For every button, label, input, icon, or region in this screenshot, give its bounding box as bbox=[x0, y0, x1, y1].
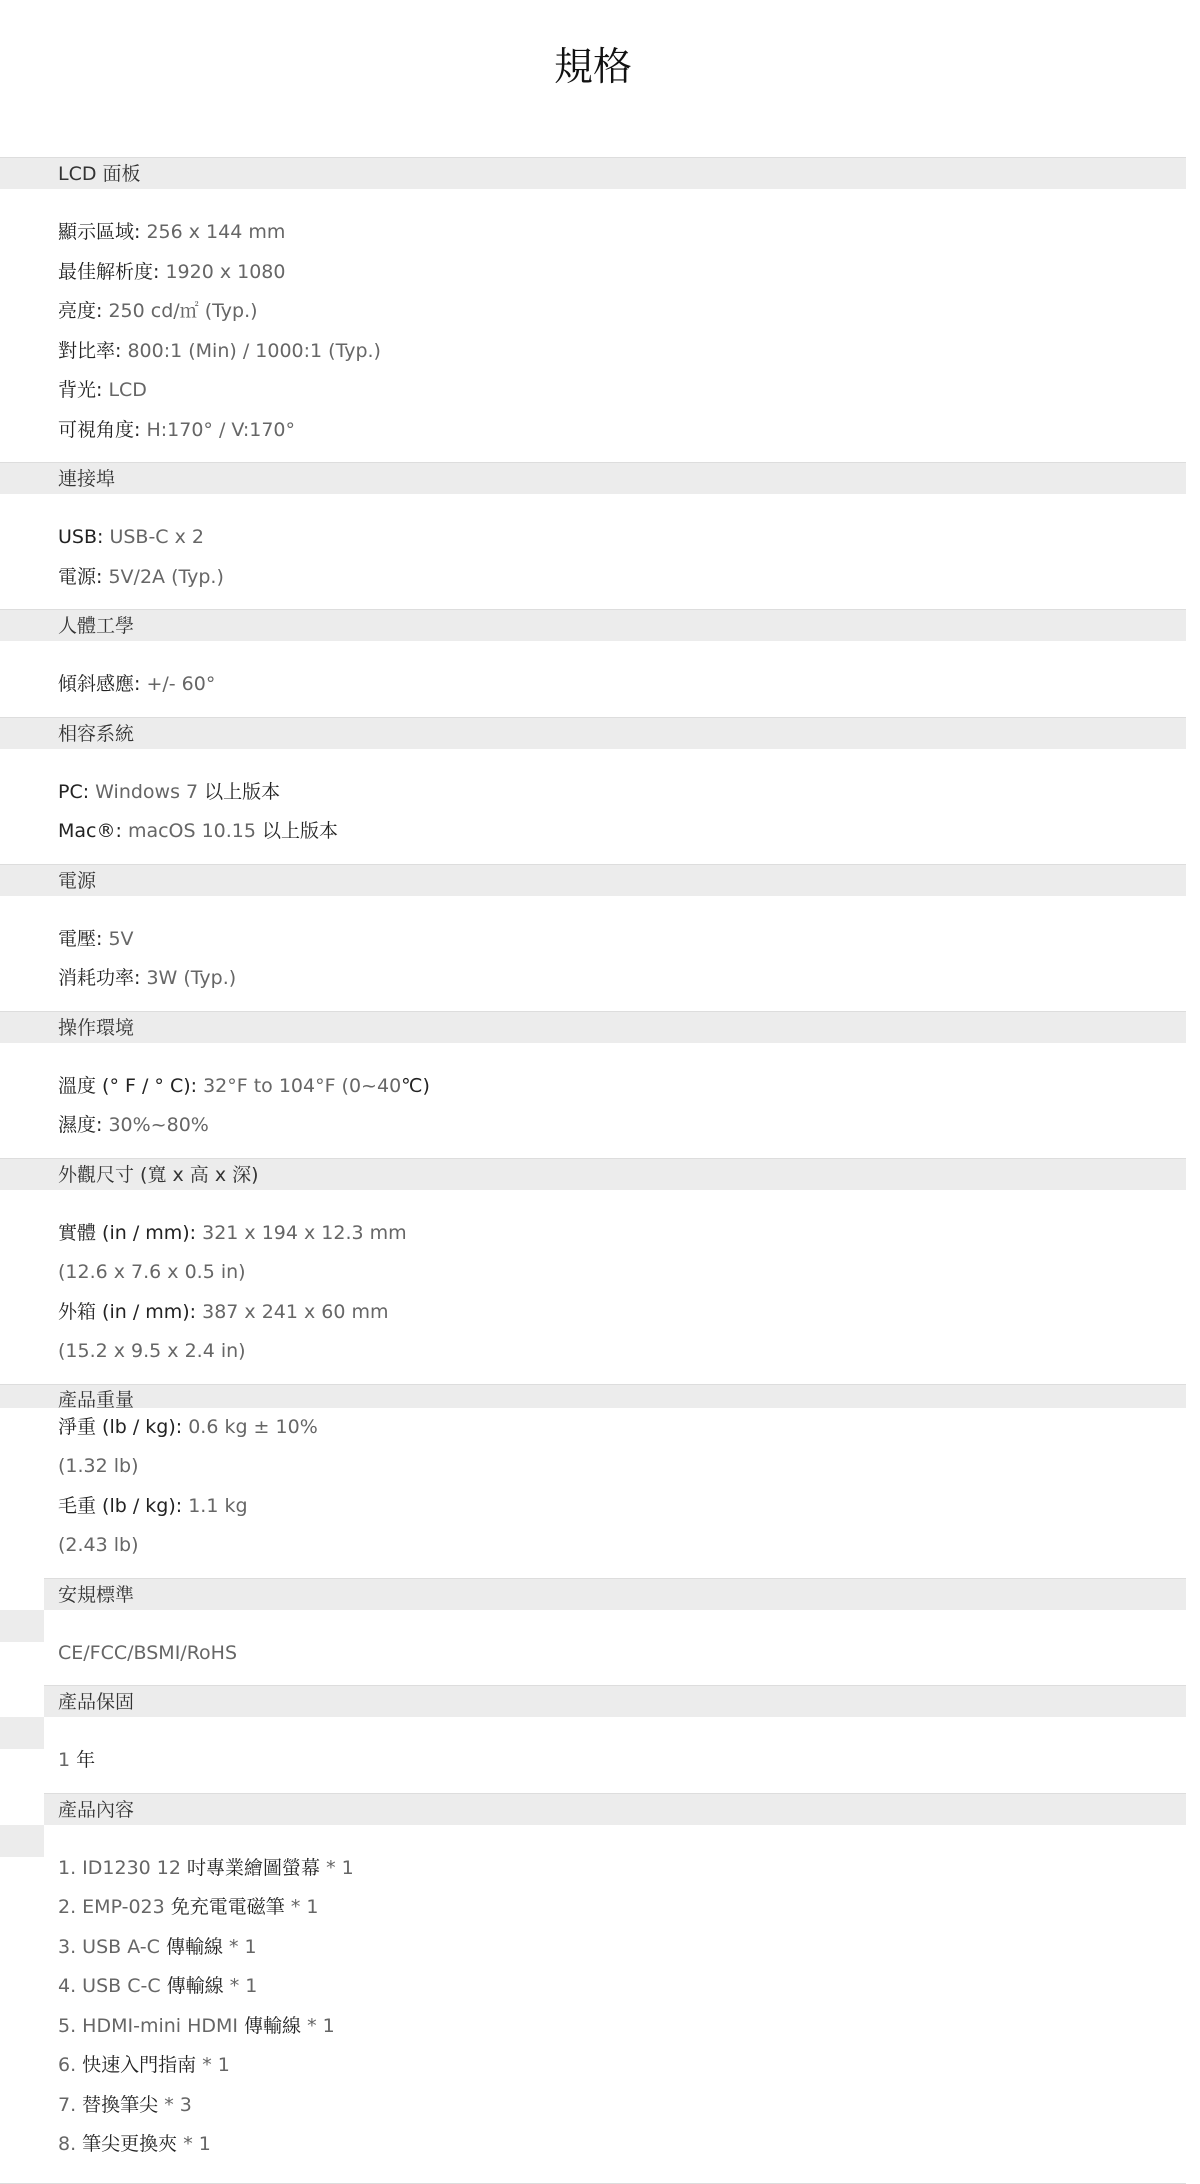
spec-value: +/- 60° bbox=[146, 673, 216, 695]
spec-value: 3W (Typ.) bbox=[146, 967, 237, 989]
spec-row-temperature bbox=[58, 1067, 1186, 1107]
spec-label: 電源: bbox=[58, 565, 109, 588]
list-item bbox=[58, 2046, 1186, 2086]
list-item bbox=[58, 2125, 1186, 2165]
spec-label: 背光: bbox=[58, 379, 109, 401]
notch-decoration bbox=[0, 1610, 44, 1642]
spec-label: 對比率: bbox=[58, 339, 128, 362]
notch-decoration bbox=[0, 1717, 44, 1749]
item-qty: * 1 bbox=[177, 2133, 211, 2155]
item-name: 傳輸線 bbox=[165, 1935, 223, 1958]
section-weight bbox=[0, 1384, 1186, 1578]
spec-label: PC: bbox=[58, 780, 96, 803]
spec-label: 毛重 (lb / kg): bbox=[58, 1494, 189, 1517]
list-item bbox=[58, 2086, 1186, 2126]
spec-label: 外箱 (in / mm): bbox=[58, 1300, 203, 1323]
list-item bbox=[58, 1928, 1186, 1968]
spec-row-net-weight bbox=[58, 1408, 1186, 1448]
spec-value: 30%~80% bbox=[108, 1114, 209, 1136]
list-item bbox=[58, 1888, 1186, 1928]
item-qty: * 1 bbox=[301, 2014, 335, 2037]
spec-label: 濕度: bbox=[58, 1114, 109, 1136]
spec-list bbox=[0, 157, 1186, 2184]
item-name: 筆尖更換夾 bbox=[82, 2133, 178, 2155]
spec-label: USB: bbox=[58, 526, 110, 548]
spec-row-humidity bbox=[58, 1106, 1186, 1146]
section-header: 操作環境 bbox=[0, 1011, 1186, 1043]
spec-value: USB-C x 2 bbox=[109, 526, 204, 548]
spec-value: Windows 7 bbox=[95, 780, 205, 803]
spec-row-brightness bbox=[58, 292, 1186, 332]
section-header: 外觀尺寸 (寬 x 高 x 深) bbox=[0, 1158, 1186, 1190]
divider bbox=[0, 2183, 1186, 2184]
spec-label: 實體 (in / mm): bbox=[58, 1221, 203, 1244]
spec-row-certifications bbox=[58, 1634, 1186, 1674]
spec-value: 1920 x 1080 bbox=[165, 260, 286, 283]
spec-label: 溫度 (° F / ° C): bbox=[58, 1074, 204, 1097]
spec-row-body-size bbox=[58, 1214, 1186, 1254]
list-item bbox=[58, 1967, 1186, 2007]
spec-value: 0.6 kg ± 10% bbox=[188, 1415, 318, 1438]
spec-value: 5V/2A (Typ.) bbox=[108, 565, 224, 588]
list-item bbox=[58, 1849, 1186, 1889]
item-qty: * 3 bbox=[158, 2093, 192, 2116]
section-power bbox=[0, 864, 1186, 1011]
spec-row-body-size-in bbox=[58, 1253, 1186, 1293]
spec-row-usb bbox=[58, 518, 1186, 558]
item-qty: * 1 bbox=[284, 1896, 319, 1918]
spec-sub: 1 bbox=[58, 1749, 77, 1771]
spec-row-display-area bbox=[58, 213, 1186, 253]
spec-sub: (15.2 x 9.5 x 2.4 in) bbox=[58, 1340, 246, 1362]
spec-row-gross-weight-lb bbox=[58, 1526, 1186, 1566]
spec-row-net-weight-lb bbox=[58, 1447, 1186, 1487]
item-model: 2. EMP-023 bbox=[58, 1896, 171, 1918]
item-name: 免充電電磁筆 bbox=[170, 1896, 285, 1918]
section-body bbox=[0, 1408, 1186, 1578]
spec-row-mac bbox=[58, 812, 1186, 852]
section-body bbox=[0, 1717, 1186, 1793]
spec-value: 387 x 241 x 60 mm bbox=[202, 1300, 389, 1323]
spec-label: 消耗功率: bbox=[58, 967, 147, 989]
spec-value: 5V bbox=[108, 927, 134, 950]
section-body bbox=[0, 494, 1186, 609]
item-name: 傳輸線 bbox=[166, 1975, 224, 1997]
item-model: 5. HDMI-mini HDMI bbox=[58, 2014, 245, 2037]
spec-value: 321 x 194 x 12.3 mm bbox=[202, 1221, 407, 1244]
item-qty: * 1 bbox=[223, 1975, 258, 1997]
spec-row-resolution bbox=[58, 253, 1186, 293]
spec-label: 可視角度: bbox=[58, 418, 147, 441]
spec-label: 最佳解析度: bbox=[58, 260, 166, 283]
spec-suffix: 以上版本 bbox=[262, 820, 339, 842]
section-header: 產品重量 bbox=[0, 1384, 1186, 1408]
spec-sub: (12.6 x 7.6 x 0.5 in) bbox=[58, 1261, 246, 1283]
spec-suffix: 年 bbox=[76, 1749, 96, 1771]
section-header: 電源 bbox=[0, 864, 1186, 896]
spec-row-pc bbox=[58, 773, 1186, 813]
spec-row-consumption bbox=[58, 959, 1186, 999]
section-body bbox=[0, 641, 1186, 717]
section-body bbox=[0, 1825, 1186, 2177]
section-header: 相容系統 bbox=[0, 717, 1186, 749]
section-body bbox=[0, 189, 1186, 462]
notch-decoration bbox=[0, 1825, 44, 1857]
spec-row-power-port bbox=[58, 558, 1186, 598]
section-ports bbox=[0, 462, 1186, 609]
item-qty: * 1 bbox=[320, 1856, 354, 1879]
item-model: 6. bbox=[58, 2054, 83, 2076]
item-name: 傳輸線 bbox=[244, 2014, 302, 2037]
spec-label: 顯示區域: bbox=[58, 221, 147, 243]
section-warranty bbox=[0, 1685, 1186, 1793]
item-model: 4. USB C-C bbox=[58, 1975, 167, 1997]
spec-row-contrast bbox=[58, 332, 1186, 372]
spec-label: 電壓: bbox=[58, 927, 109, 950]
spec-sub: (1.32 lb) bbox=[58, 1455, 139, 1477]
item-model: 8. bbox=[58, 2133, 83, 2155]
section-header: 安規標準 bbox=[44, 1578, 1186, 1610]
section-header: 產品內容 bbox=[44, 1793, 1186, 1825]
spec-label: 淨重 (lb / kg): bbox=[58, 1415, 189, 1438]
section-certifications bbox=[0, 1578, 1186, 1686]
spec-value: H:170° / V:170° bbox=[146, 418, 296, 441]
section-body bbox=[0, 1190, 1186, 1384]
item-model: 7. bbox=[58, 2093, 83, 2116]
spec-value: 256 x 144 mm bbox=[146, 221, 286, 243]
section-body bbox=[0, 1043, 1186, 1158]
spec-sub: (2.43 lb) bbox=[58, 1534, 139, 1556]
spec-row-backlight bbox=[58, 371, 1186, 411]
section-lcd-panel bbox=[0, 157, 1186, 462]
item-name: 快速入門指南 bbox=[82, 2054, 197, 2076]
list-item bbox=[58, 2007, 1186, 2047]
spec-label: 傾斜感應: bbox=[58, 673, 147, 695]
spec-row-voltage bbox=[58, 920, 1186, 960]
spec-value: 32°F to 104°F (0~40 bbox=[203, 1074, 402, 1097]
section-ergonomics bbox=[0, 609, 1186, 717]
spec-row-box-size-in bbox=[58, 1332, 1186, 1372]
spec-row-gross-weight bbox=[58, 1487, 1186, 1527]
spec-suffix: ℃) bbox=[401, 1074, 430, 1097]
spec-sub: CE/FCC/BSMI/RoHS bbox=[58, 1641, 238, 1664]
item-name: 替換筆尖 bbox=[82, 2093, 159, 2116]
section-header: 連接埠 bbox=[0, 462, 1186, 494]
spec-label: 亮度: bbox=[58, 300, 109, 322]
item-qty: * 1 bbox=[222, 1935, 257, 1958]
spec-row-warranty bbox=[58, 1741, 1186, 1781]
spec-label: Mac®: bbox=[58, 820, 128, 842]
item-name: 吋專業繪圖螢幕 bbox=[187, 1856, 321, 1879]
section-header: 人體工學 bbox=[0, 609, 1186, 641]
spec-row-viewing-angle bbox=[58, 411, 1186, 451]
section-compatibility bbox=[0, 717, 1186, 864]
item-model: 3. USB A-C bbox=[58, 1935, 166, 1958]
spec-row-box-size bbox=[58, 1293, 1186, 1333]
section-dimensions bbox=[0, 1158, 1186, 1384]
page-title: 規格 bbox=[553, 45, 632, 90]
section-operating-environment bbox=[0, 1011, 1186, 1158]
item-model: 1. ID1230 12 bbox=[58, 1856, 188, 1879]
section-body bbox=[0, 1610, 1186, 1686]
spec-value: 1.1 kg bbox=[188, 1494, 248, 1517]
spec-row-tilt bbox=[58, 665, 1186, 705]
item-qty: * 1 bbox=[196, 2054, 230, 2076]
spec-value: macOS 10.15 bbox=[127, 820, 263, 842]
section-package-contents bbox=[0, 1793, 1186, 2184]
spec-value: 800:1 (Min) / 1000:1 (Typ.) bbox=[127, 339, 381, 362]
spec-value: LCD bbox=[108, 379, 147, 401]
spec-suffix: 以上版本 bbox=[204, 780, 281, 803]
section-header: LCD 面板 bbox=[0, 157, 1186, 189]
section-body bbox=[0, 896, 1186, 1011]
section-body bbox=[0, 749, 1186, 864]
spec-value: 250 cd/㎡ (Typ.) bbox=[108, 300, 258, 322]
section-header: 產品保固 bbox=[44, 1685, 1186, 1717]
